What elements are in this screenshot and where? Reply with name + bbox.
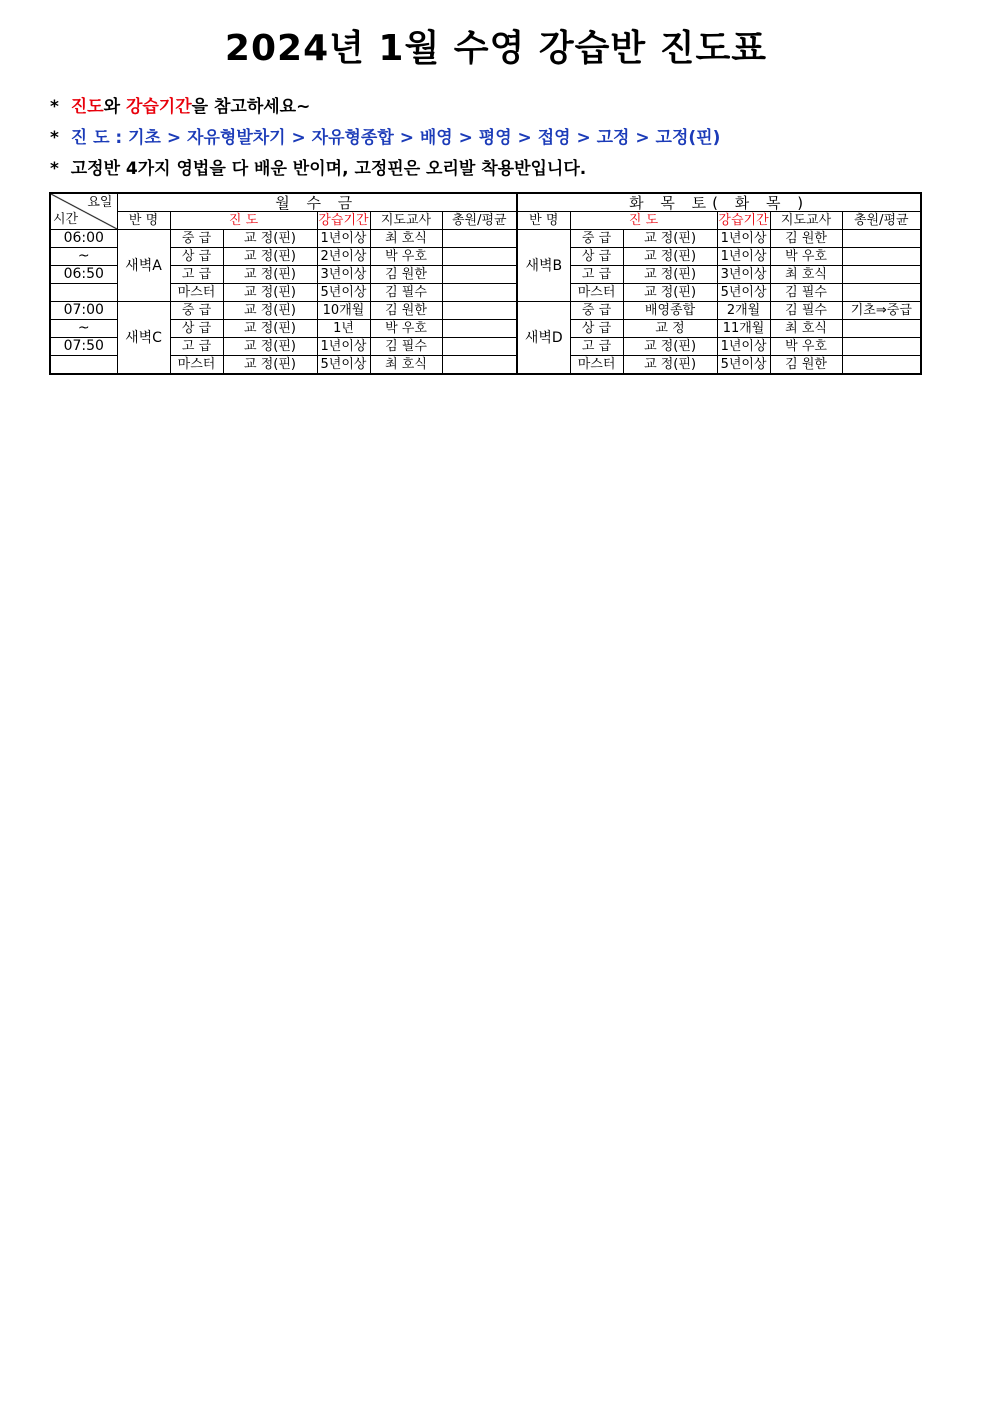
table-cell: 1년이상 bbox=[717, 230, 770, 248]
table-cell: 마스터 bbox=[570, 356, 623, 375]
table-cell: 최 호식 bbox=[370, 230, 442, 248]
table-cell: 교 정(핀) bbox=[623, 266, 717, 284]
table-cell bbox=[842, 266, 921, 284]
table-cell bbox=[842, 338, 921, 356]
time-cell: ~ bbox=[50, 248, 117, 266]
table-cell bbox=[842, 284, 921, 302]
table-cell bbox=[442, 266, 517, 284]
table-cell: 1년이상 bbox=[717, 248, 770, 266]
table-cell: 11개월 bbox=[717, 320, 770, 338]
table-cell: 교 정(핀) bbox=[223, 302, 317, 320]
table-cell: 박 우호 bbox=[370, 320, 442, 338]
table-cell: 최 호식 bbox=[770, 320, 842, 338]
table-cell bbox=[442, 302, 517, 320]
asterisk-icon: * bbox=[50, 128, 59, 148]
table-row bbox=[50, 266, 921, 284]
table-cell bbox=[442, 230, 517, 248]
table-cell: 교 정(핀) bbox=[623, 230, 717, 248]
table-cell: 김 필수 bbox=[770, 302, 842, 320]
table-cell bbox=[842, 230, 921, 248]
table-cell: 고 급 bbox=[570, 266, 623, 284]
table-row bbox=[50, 356, 921, 375]
time-cell bbox=[50, 356, 117, 375]
table-cell: 김 필수 bbox=[770, 284, 842, 302]
table-cell bbox=[442, 248, 517, 266]
table-cell: 김 원한 bbox=[770, 230, 842, 248]
table-cell: 중 급 bbox=[170, 230, 223, 248]
table-cell: 중 급 bbox=[570, 302, 623, 320]
class-name: 새벽A bbox=[117, 230, 170, 302]
time-cell: 07:00 bbox=[50, 302, 117, 320]
table-cell: 박 우호 bbox=[770, 248, 842, 266]
time-cell: 07:50 bbox=[50, 338, 117, 356]
table-row bbox=[50, 338, 921, 356]
table-cell: 상 급 bbox=[170, 248, 223, 266]
table-cell: 교 정(핀) bbox=[623, 356, 717, 375]
header-row-1 bbox=[50, 193, 921, 212]
table-cell: 1년이상 bbox=[717, 338, 770, 356]
table-cell: 김 필수 bbox=[370, 338, 442, 356]
table-cell: 중 급 bbox=[570, 230, 623, 248]
table-cell: 1년 bbox=[317, 320, 370, 338]
class-name: 새벽D bbox=[517, 302, 570, 375]
table-cell: 교 정(핀) bbox=[623, 248, 717, 266]
table-cell: 최 호식 bbox=[370, 356, 442, 375]
note-line-3: * 고정반 4가지 영법을 다 배운 반이며, 고정핀은 오리발 착용반입니다. bbox=[50, 159, 587, 179]
table-cell: 교 정(핀) bbox=[223, 248, 317, 266]
days-left: 월 수 금 bbox=[117, 193, 517, 212]
table-cell: 마스터 bbox=[170, 284, 223, 302]
corner-cell: 요일 시간 bbox=[50, 193, 117, 230]
table-cell: 교 정(핀) bbox=[623, 338, 717, 356]
table-cell bbox=[842, 356, 921, 375]
table-cell: 김 원한 bbox=[370, 302, 442, 320]
table-cell: 교 정(핀) bbox=[223, 356, 317, 375]
table-cell: 고 급 bbox=[170, 266, 223, 284]
table-cell: 2년이상 bbox=[317, 248, 370, 266]
table-cell bbox=[842, 320, 921, 338]
table-row bbox=[50, 302, 921, 320]
days-right: 화 목 토( 화 목 ) bbox=[517, 193, 921, 212]
time-cell bbox=[50, 284, 117, 302]
table-cell: 교 정 bbox=[623, 320, 717, 338]
table-cell: 박 우호 bbox=[370, 248, 442, 266]
table-cell: 교 정(핀) bbox=[223, 266, 317, 284]
table-cell: 고 급 bbox=[170, 338, 223, 356]
table-cell: 1년이상 bbox=[317, 230, 370, 248]
table-cell bbox=[442, 320, 517, 338]
table-cell: 고 급 bbox=[570, 338, 623, 356]
table-cell: 5년이상 bbox=[717, 284, 770, 302]
asterisk-icon: * bbox=[50, 97, 59, 117]
table-cell: 교 정(핀) bbox=[223, 338, 317, 356]
note-line-1: * 진도와 강습기간을 참고하세요~ bbox=[50, 97, 311, 117]
table-cell: 배영종합 bbox=[623, 302, 717, 320]
table-cell: 중 급 bbox=[170, 302, 223, 320]
header-row-2: 반 명 진 도 강습기간 지도교사 총원/평균 반 명 진 도 강습기간 지도교사 총원/평균 bbox=[50, 212, 921, 230]
table-cell bbox=[442, 356, 517, 375]
table-cell: 교 정(핀) bbox=[223, 284, 317, 302]
table-cell: 10개월 bbox=[317, 302, 370, 320]
class-name: 새벽C bbox=[117, 302, 170, 375]
table-row bbox=[50, 230, 921, 248]
table-cell: 교 정(핀) bbox=[623, 284, 717, 302]
schedule-table bbox=[49, 192, 922, 375]
table-cell: 3년이상 bbox=[717, 266, 770, 284]
page-title: 2024년 1월 수영 강습반 진도표 bbox=[224, 28, 768, 69]
table-cell: 기초⇒중급 bbox=[842, 302, 921, 320]
table-cell: 상 급 bbox=[570, 320, 623, 338]
table-cell bbox=[442, 338, 517, 356]
table-cell: 마스터 bbox=[170, 356, 223, 375]
table-cell: 교 정(핀) bbox=[223, 320, 317, 338]
table-cell: 5년이상 bbox=[317, 356, 370, 375]
table-row bbox=[50, 320, 921, 338]
table-cell: 교 정(핀) bbox=[223, 230, 317, 248]
table-cell: 상 급 bbox=[170, 320, 223, 338]
table-cell: 2개월 bbox=[717, 302, 770, 320]
time-cell: ~ bbox=[50, 320, 117, 338]
table-cell: 마스터 bbox=[570, 284, 623, 302]
table-row bbox=[50, 248, 921, 266]
asterisk-icon: * bbox=[50, 159, 59, 179]
time-cell: 06:00 bbox=[50, 230, 117, 248]
table-cell: 5년이상 bbox=[717, 356, 770, 375]
note-line-2: * 진 도 : 기초 > 자유형발차기 > 자유형종합 > 배영 > 평영 > 접영 > 고정 > 고정(핀) bbox=[50, 128, 721, 148]
table-cell: 김 원한 bbox=[370, 266, 442, 284]
table-cell: 5년이상 bbox=[317, 284, 370, 302]
table-cell: 최 호식 bbox=[770, 266, 842, 284]
table-cell bbox=[842, 248, 921, 266]
class-name: 새벽B bbox=[517, 230, 570, 302]
table-cell: 3년이상 bbox=[317, 266, 370, 284]
table-cell: 박 우호 bbox=[770, 338, 842, 356]
table-cell: 김 원한 bbox=[770, 356, 842, 375]
notes bbox=[50, 92, 720, 185]
table-cell bbox=[442, 284, 517, 302]
table-row bbox=[50, 284, 921, 302]
table-cell: 상 급 bbox=[570, 248, 623, 266]
table-cell: 김 필수 bbox=[370, 284, 442, 302]
table-cell: 1년이상 bbox=[317, 338, 370, 356]
time-cell: 06:50 bbox=[50, 266, 117, 284]
